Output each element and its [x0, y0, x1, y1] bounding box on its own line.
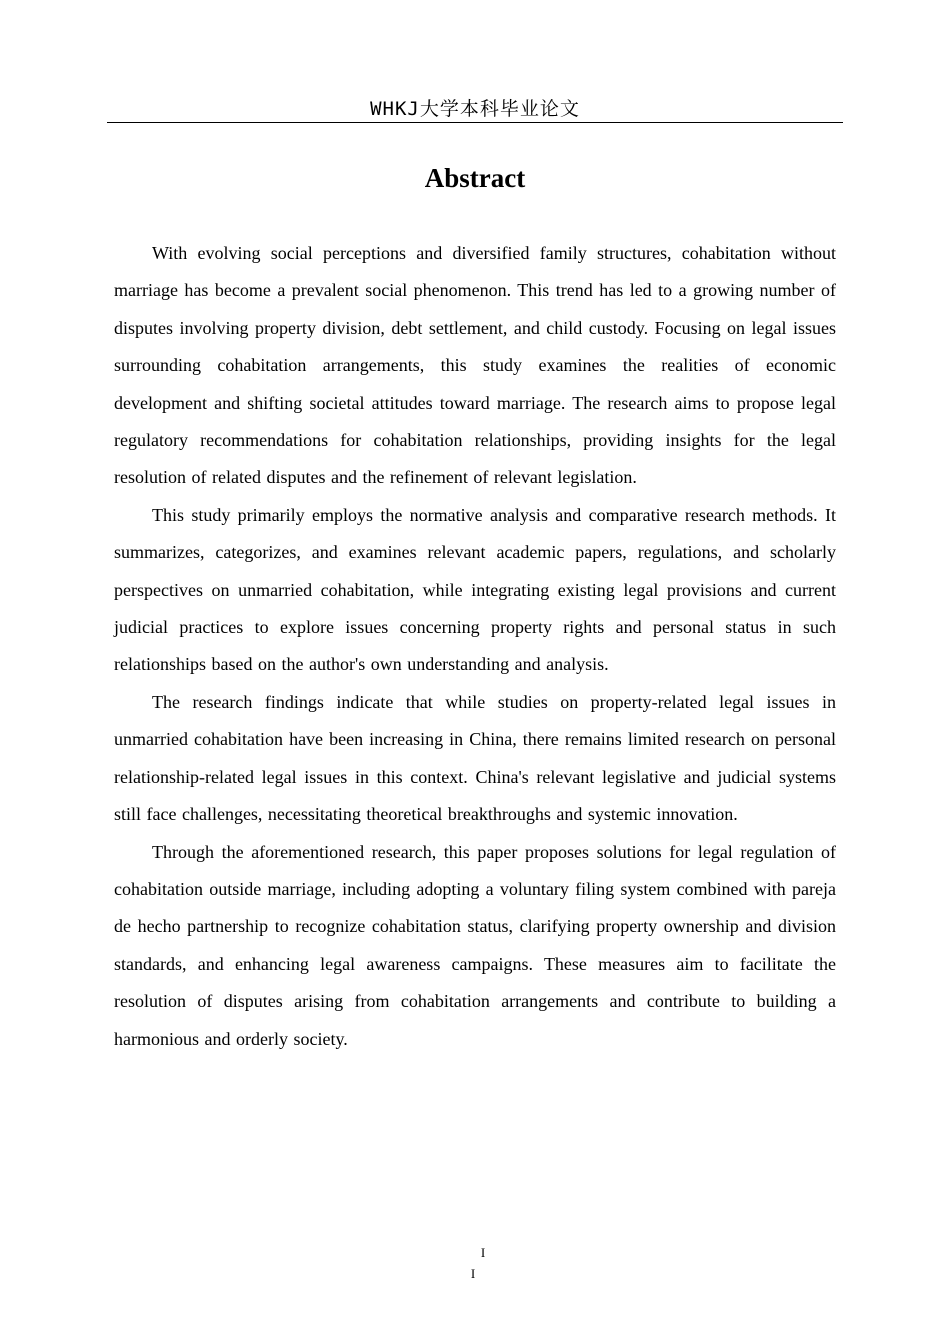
abstract-title: Abstract — [424, 163, 526, 193]
abstract-body — [114, 235, 836, 1058]
abstract-paragraph-1: With evolving social perceptions and diversified family structures, cohabitation without marriage has become a prevalent social phenomenon. This trend has led to a growing number of disputes involving property division, debt settlement, and child custody. Focusing on legal issues surrounding cohabitation arrangements, this study examines the realities of economic development and shifting societal attitudes toward marriage. The research aims to propose legal regulatory recommendations for cohabitation relationships, providing insights for the legal resolution of related disputes and the refinement of relevant legislation. — [114, 243, 836, 488]
abstract-paragraph-4: Through the aforementioned research, this paper proposes solutions for legal regulation of cohabitation outside marriage, including adopting a voluntary filing system combined with pareja de hecho partnership to recognize cohabitation status, clarifying property ownership and division standards, and enhancing legal awareness campaigns. These measures aim to facilitate the resolution of disputes arising from cohabitation arrangements and contribute to building a harmonious and orderly society. — [114, 841, 836, 1049]
page-number-duplicate: I — [470, 1266, 476, 1281]
abstract-paragraph-2: This study primarily employs the normative analysis and comparative research methods. It summarizes, categorizes, and examines relevant academic papers, regulations, and scholarly perspectives on unmarried cohabitation, while integrating existing legal provisions and current judicial practices to explore issues concerning property rights and personal status in such relationships based on the author's own understanding and analysis. — [114, 504, 836, 675]
page-number: I — [480, 1245, 486, 1260]
abstract-paragraph-3: The research findings indicate that while studies on property-related legal issues in unmarried cohabitation have been increasing in China, there remains limited research on personal relationship-related legal issues in this context. China's relevant legislative and judicial systems still face challenges, necessitating theoretical breakthroughs and systemic innovation. — [114, 691, 836, 825]
page-header — [107, 96, 843, 123]
header-title: WHKJ大学本科毕业论文 — [370, 98, 580, 120]
